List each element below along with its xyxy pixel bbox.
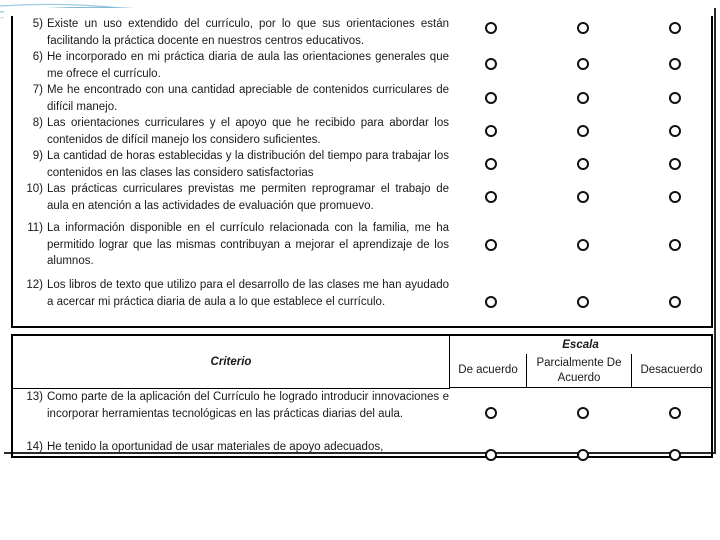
radio-desacuerdo[interactable] (669, 407, 681, 419)
question-text: He tenido la oportunidad de usar materiales de apoyo adecuados, (47, 441, 384, 453)
column-header-de-acuerdo: De acuerdo (450, 354, 527, 388)
question-number: 11) (27, 222, 43, 234)
survey-page (4, 8, 716, 454)
question-number: 6) (32, 51, 43, 63)
radio-desacuerdo[interactable] (669, 191, 681, 203)
survey-table-upper (11, 16, 713, 328)
question-text: Las orientaciones curriculares y el apoyo que he recibido para abordar los contenidos de difícil manejo los considero suficientes. (47, 117, 449, 146)
radio-parcialmente[interactable] (577, 407, 589, 419)
question-text: He incorporado en mi práctica diaria de aula las orientaciones generales que me ofrece el currículo. (47, 51, 449, 80)
radio-de-acuerdo[interactable] (485, 407, 497, 419)
question-text: Como parte de la aplicación del Currículo he logrado introducir innovaciones e incorporar herramientas tecnológicas en las prácticas diarias del aula. (47, 391, 449, 420)
column-header-parcialmente: Parcialmente De Acuerdo (527, 354, 632, 388)
radio-desacuerdo[interactable] (669, 125, 681, 137)
radio-de-acuerdo[interactable] (485, 239, 497, 251)
survey-table-lower (11, 334, 713, 458)
radio-desacuerdo[interactable] (669, 92, 681, 104)
question-number: 9) (32, 150, 43, 162)
question-number: 5) (32, 18, 43, 30)
question-text: Me he encontrado con una cantidad apreciable de contenidos curriculares de difícil manejo. (47, 84, 449, 113)
question-text: Existe un uso extendido del currículo, por lo que sus orientaciones están facilitando la práctica docente en nuestros centros educativos. (47, 18, 449, 47)
question-text: Las prácticas curriculares previstas me permiten reprogramar el trabajo de aula en atención a las actividades de evaluación que promuevo. (47, 183, 449, 212)
question-text: La información disponible en el currículo relacionada con la familia, me ha permitido lograr que las mismas contribuyan a mejorar el aprendizaje de los alumnos. (47, 222, 449, 267)
radio-parcialmente[interactable] (577, 58, 589, 70)
radio-de-acuerdo[interactable] (485, 58, 497, 70)
radio-desacuerdo[interactable] (669, 449, 681, 461)
radio-de-acuerdo[interactable] (485, 191, 497, 203)
radio-parcialmente[interactable] (577, 239, 589, 251)
question-number: 8) (32, 117, 43, 129)
question-number: 7) (32, 84, 43, 96)
question-number: 13) (26, 391, 43, 403)
question-text: La cantidad de horas establecidas y la distribución del tiempo para trabajar los contenidos en las clases las considero satisfactorias (47, 150, 449, 179)
radio-desacuerdo[interactable] (669, 158, 681, 170)
radio-parcialmente[interactable] (577, 191, 589, 203)
question-text: Los libros de texto que utilizo para el desarrollo de las clases me han ayudado a acercar mi práctica diaria de aula a lo que establece el currículo. (47, 279, 449, 308)
radio-de-acuerdo[interactable] (485, 449, 497, 461)
question-number: 12) (26, 279, 43, 291)
radio-parcialmente[interactable] (577, 125, 589, 137)
radio-desacuerdo[interactable] (669, 22, 681, 34)
radio-de-acuerdo[interactable] (485, 296, 497, 308)
radio-de-acuerdo[interactable] (485, 158, 497, 170)
radio-de-acuerdo[interactable] (485, 125, 497, 137)
radio-parcialmente[interactable] (577, 158, 589, 170)
radio-parcialmente[interactable] (577, 449, 589, 461)
radio-desacuerdo[interactable] (669, 58, 681, 70)
question-number: 14) (26, 441, 43, 453)
radio-de-acuerdo[interactable] (485, 22, 497, 34)
criterio-header: Criterio (13, 336, 450, 389)
question-number: 10) (26, 183, 43, 195)
radio-parcialmente[interactable] (577, 92, 589, 104)
radio-parcialmente[interactable] (577, 22, 589, 34)
radio-desacuerdo[interactable] (669, 239, 681, 251)
escala-header: Escala (562, 339, 599, 351)
radio-parcialmente[interactable] (577, 296, 589, 308)
radio-de-acuerdo[interactable] (485, 92, 497, 104)
radio-desacuerdo[interactable] (669, 296, 681, 308)
column-header-desacuerdo: Desacuerdo (632, 354, 711, 388)
